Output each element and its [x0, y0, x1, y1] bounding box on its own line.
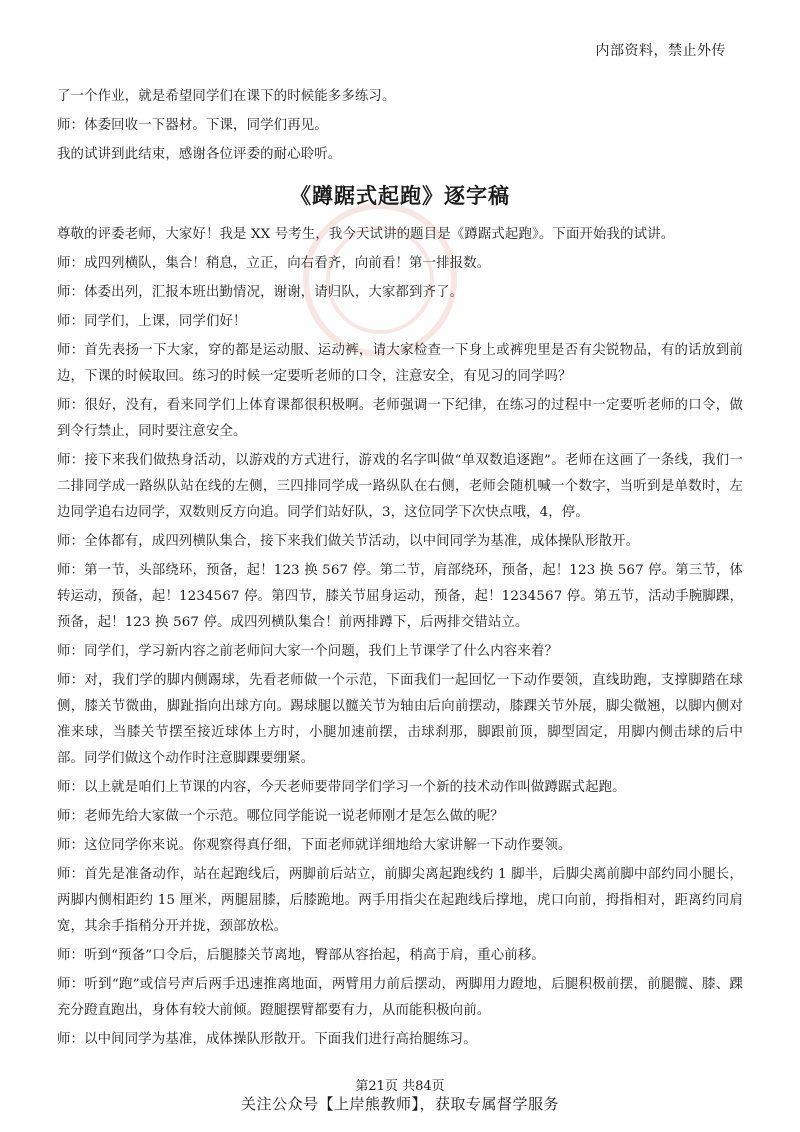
paragraph: 师：首先是准备动作，站在起跑线后，两脚前后站立，前脚尖离起跑线约 1 脚半，后脚尖离前脚中部约同小腿长，两脚内侧相距约 15 厘米，两腿屈膝，后膝跪地。两手用指尖在起跑线后撑地，虎口向前，拇指相对，距离约同肩宽，其余手指稍分开并拢，颈部放松。: [57, 867, 743, 934]
paragraph: 尊敬的评委老师，大家好！我是 XX 号考生，我今天试讲的题目是《蹲踞式起跑》。下面开始我的试讲。: [57, 227, 675, 242]
paragraph: 师：很好，没有，看来同学们上体育课都很积极啊。老师强调一下纪律，在练习的过程中一定要听老师的口令，做到令行禁止，同时要注意安全。: [57, 398, 743, 439]
intro-line: 我的试讲到此结束，感谢各位评委的耐心聆听。: [57, 147, 342, 162]
paragraph: 师：全体都有，成四列横队集合，接下来我们做关节活动，以中间同学为基准，成体操队形散开。: [57, 534, 640, 549]
paragraph: 师：听到“跑”或信号声后两手迅速推离地面，两臂用力前后摆动，两脚用力蹬地，后腿积极前摆，前腿髋、膝、踝充分蹬直跑出，身体有较大前倾。蹬腿摆臂都要有力，从而能积极向前。: [57, 977, 743, 1018]
page-number: 第21页 共84页: [355, 1079, 445, 1094]
paragraph: 师：第一节，头部绕环，预备，起！123 换 567 停。第二节，肩部绕环，预备，起！123 换 567 停。第三节，体转运动，预备，起！1234567 停。第四节，膝关节屈身运动，预备，起！1234567 停。第五节，活动手腕脚踝，预备，起！123 换 567 停。成四列横队集合！前两排蹲下，后两排交错站立。: [57, 563, 743, 630]
document-body: [57, 84, 743, 1056]
paragraph: 师：接下来我们做热身活动，以游戏的方式进行，游戏的名字叫做“单双数追逐跑”。老师在这画了一条线，我们一二排同学成一路纵队站在线的左侧，三四排同学成一路纵队在右侧，老师会随机喊一个数字，当听到是单数时，左边同学追右边同学，双数则反方向追。同学们站好队，3，这位同学下次快点哦，4，停。: [57, 453, 743, 520]
footer-note: 关注公众号【上岸熊教师】，获取专属督学服务: [240, 1095, 559, 1113]
paragraph: 师：首先表扬一下大家，穿的都是运动服、运动裤，请大家检查一下身上或裤兜里是否有尖锐物品，有的话放到前边，下课的时候取回。练习的时候一定要听老师的口令，注意安全，有见习的同学吗？: [57, 343, 743, 384]
paragraph: 师：对，我们学的脚内侧踢球，先看老师做一个示范，下面我们一起回忆一下动作要领，直线助跑，支撑脚踏在球侧，膝关节微曲，脚趾指向出球方向。踢球腿以髋关节为轴由后向前摆动，膝踝关节外展，脚尖微翘，以脚内侧对准来球，当膝关节摆至接近球体上方时，小腿加速前摆，击球刹那，脚跟前顶，脚型固定，用脚内侧击球的后中部。同学们做这个动作时注意脚踝要绷紧。: [57, 673, 743, 766]
paragraph: 师：听到“预备”口令后，后腿膝关节离地，臀部从容抬起，稍高于肩，重心前移。: [57, 948, 545, 963]
paragraph: 师：体委出列，汇报本班出勤情况，谢谢，请归队，大家都到齐了。: [57, 285, 464, 300]
document-title: 《蹲踞式起跑》逐字稿: [290, 183, 510, 208]
paragraph: 师：以中间同学为基准，成体操队形散开。下面我们进行高抬腿练习。: [57, 1032, 477, 1047]
paragraph: 师：老师先给大家做一个示范。哪位同学能说一说老师刚才是怎么做的呢？: [57, 809, 504, 824]
intro-line: 师：体委回收一下器材。下课，同学们再见。: [57, 118, 328, 133]
intro-line: 了一个作业，就是希望同学们在课下的时候能多多练习。: [57, 89, 396, 104]
paragraph: 师：这位同学你来说。你观察得真仔细，下面老师就详细地给大家讲解一下动作要领。: [57, 838, 572, 853]
paragraph: 师：以上就是咱们上节课的内容，今天老师要带同学们学习一个新的技术动作叫做蹲踞式起跑。: [57, 780, 626, 795]
header-note: 内部资料，禁止外传: [595, 43, 726, 59]
paragraph: 师：同学们，学习新内容之前老师问大家一个问题，我们上节课学了什么内容来着？: [57, 644, 559, 659]
paragraph: 师：成四列横队，集合！稍息，立正，向右看齐，向前看！第一排报数。: [57, 256, 491, 271]
paragraph: 师：同学们，上课，同学们好！: [57, 314, 247, 329]
